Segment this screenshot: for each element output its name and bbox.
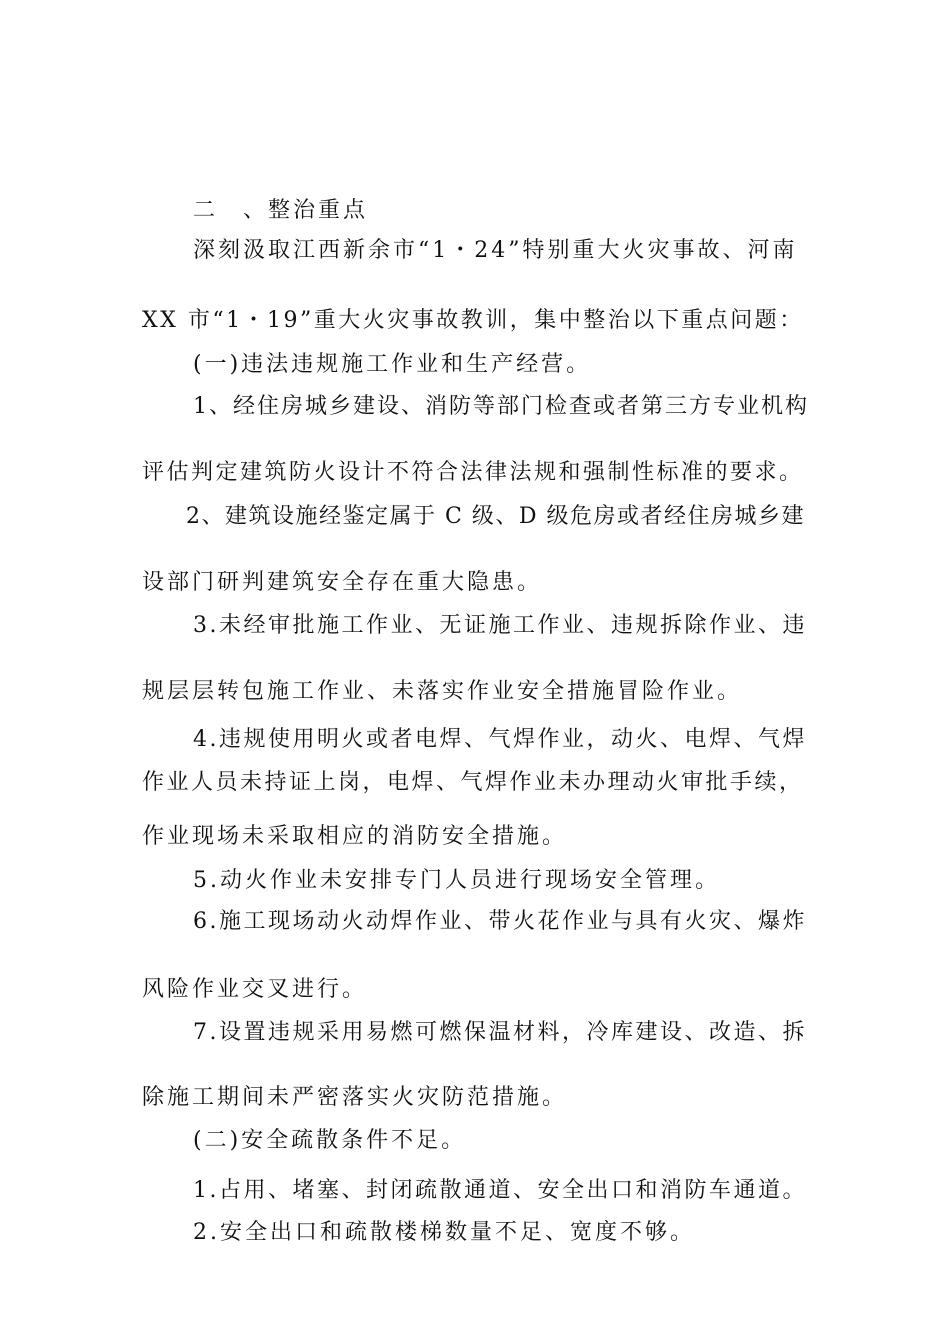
- paragraph-line: 规层层转包施工作业、未落实作业安全措施冒险作业。: [142, 679, 743, 704]
- paragraph-line: 6.施工现场动火动焊作业、带火花作业与具有火灾、爆炸: [193, 909, 807, 934]
- paragraph-line: 2、建筑设施经鉴定属于 C 级、D 级危房或者经住房城乡建: [186, 504, 805, 529]
- section-heading: 二 、整治重点: [193, 198, 369, 223]
- paragraph-line: 3.未经审批施工作业、无证施工作业、违规拆除作业、违: [193, 613, 807, 638]
- paragraph-line: 除施工期间未严密落实火灾防范措施。: [142, 1085, 568, 1110]
- paragraph-line: 5.动火作业未安排专门人员进行现场安全管理。: [193, 868, 720, 893]
- paragraph-line: 4.违规使用明火或者电焊、气焊作业，动火、电焊、气焊: [193, 727, 807, 752]
- paragraph-line: 评估判定建筑防火设计不符合法律法规和强制性标准的要求。: [142, 460, 804, 485]
- paragraph-line: 1.占用、堵塞、封闭疏散通道、安全出口和消防车通道。: [193, 1178, 807, 1203]
- paragraph-line: 作业现场未采取相应的消防安全措施。: [142, 824, 568, 849]
- paragraph-line: 2.安全出口和疏散楼梯数量不足、宽度不够。: [193, 1220, 695, 1245]
- paragraph-line: 7.设置违规采用易燃可燃保温材料，冷库建设、改造、拆: [193, 1020, 807, 1045]
- paragraph-line: 风险作业交叉进行。: [142, 977, 368, 1002]
- subsection-heading: (一)违法违规施工作业和生产经营。: [193, 352, 592, 377]
- paragraph-line: 设部门研判建筑安全存在重大隐患。: [142, 570, 543, 595]
- paragraph-line: 作业人员未持证上岗，电焊、气焊作业未办理动火审批手续，: [142, 770, 804, 795]
- subsection-heading: (二)安全疏散条件不足。: [193, 1128, 467, 1153]
- paragraph-line: XX 市“1・19”重大火灾事故教训，集中整治以下重点问题：: [142, 308, 804, 333]
- paragraph-line: 1、经住房城乡建设、消防等部门检查或者第三方专业机构: [193, 394, 809, 419]
- paragraph-line: 深刻汲取江西新余市“1・24”特别重大火灾事故、河南: [193, 238, 798, 263]
